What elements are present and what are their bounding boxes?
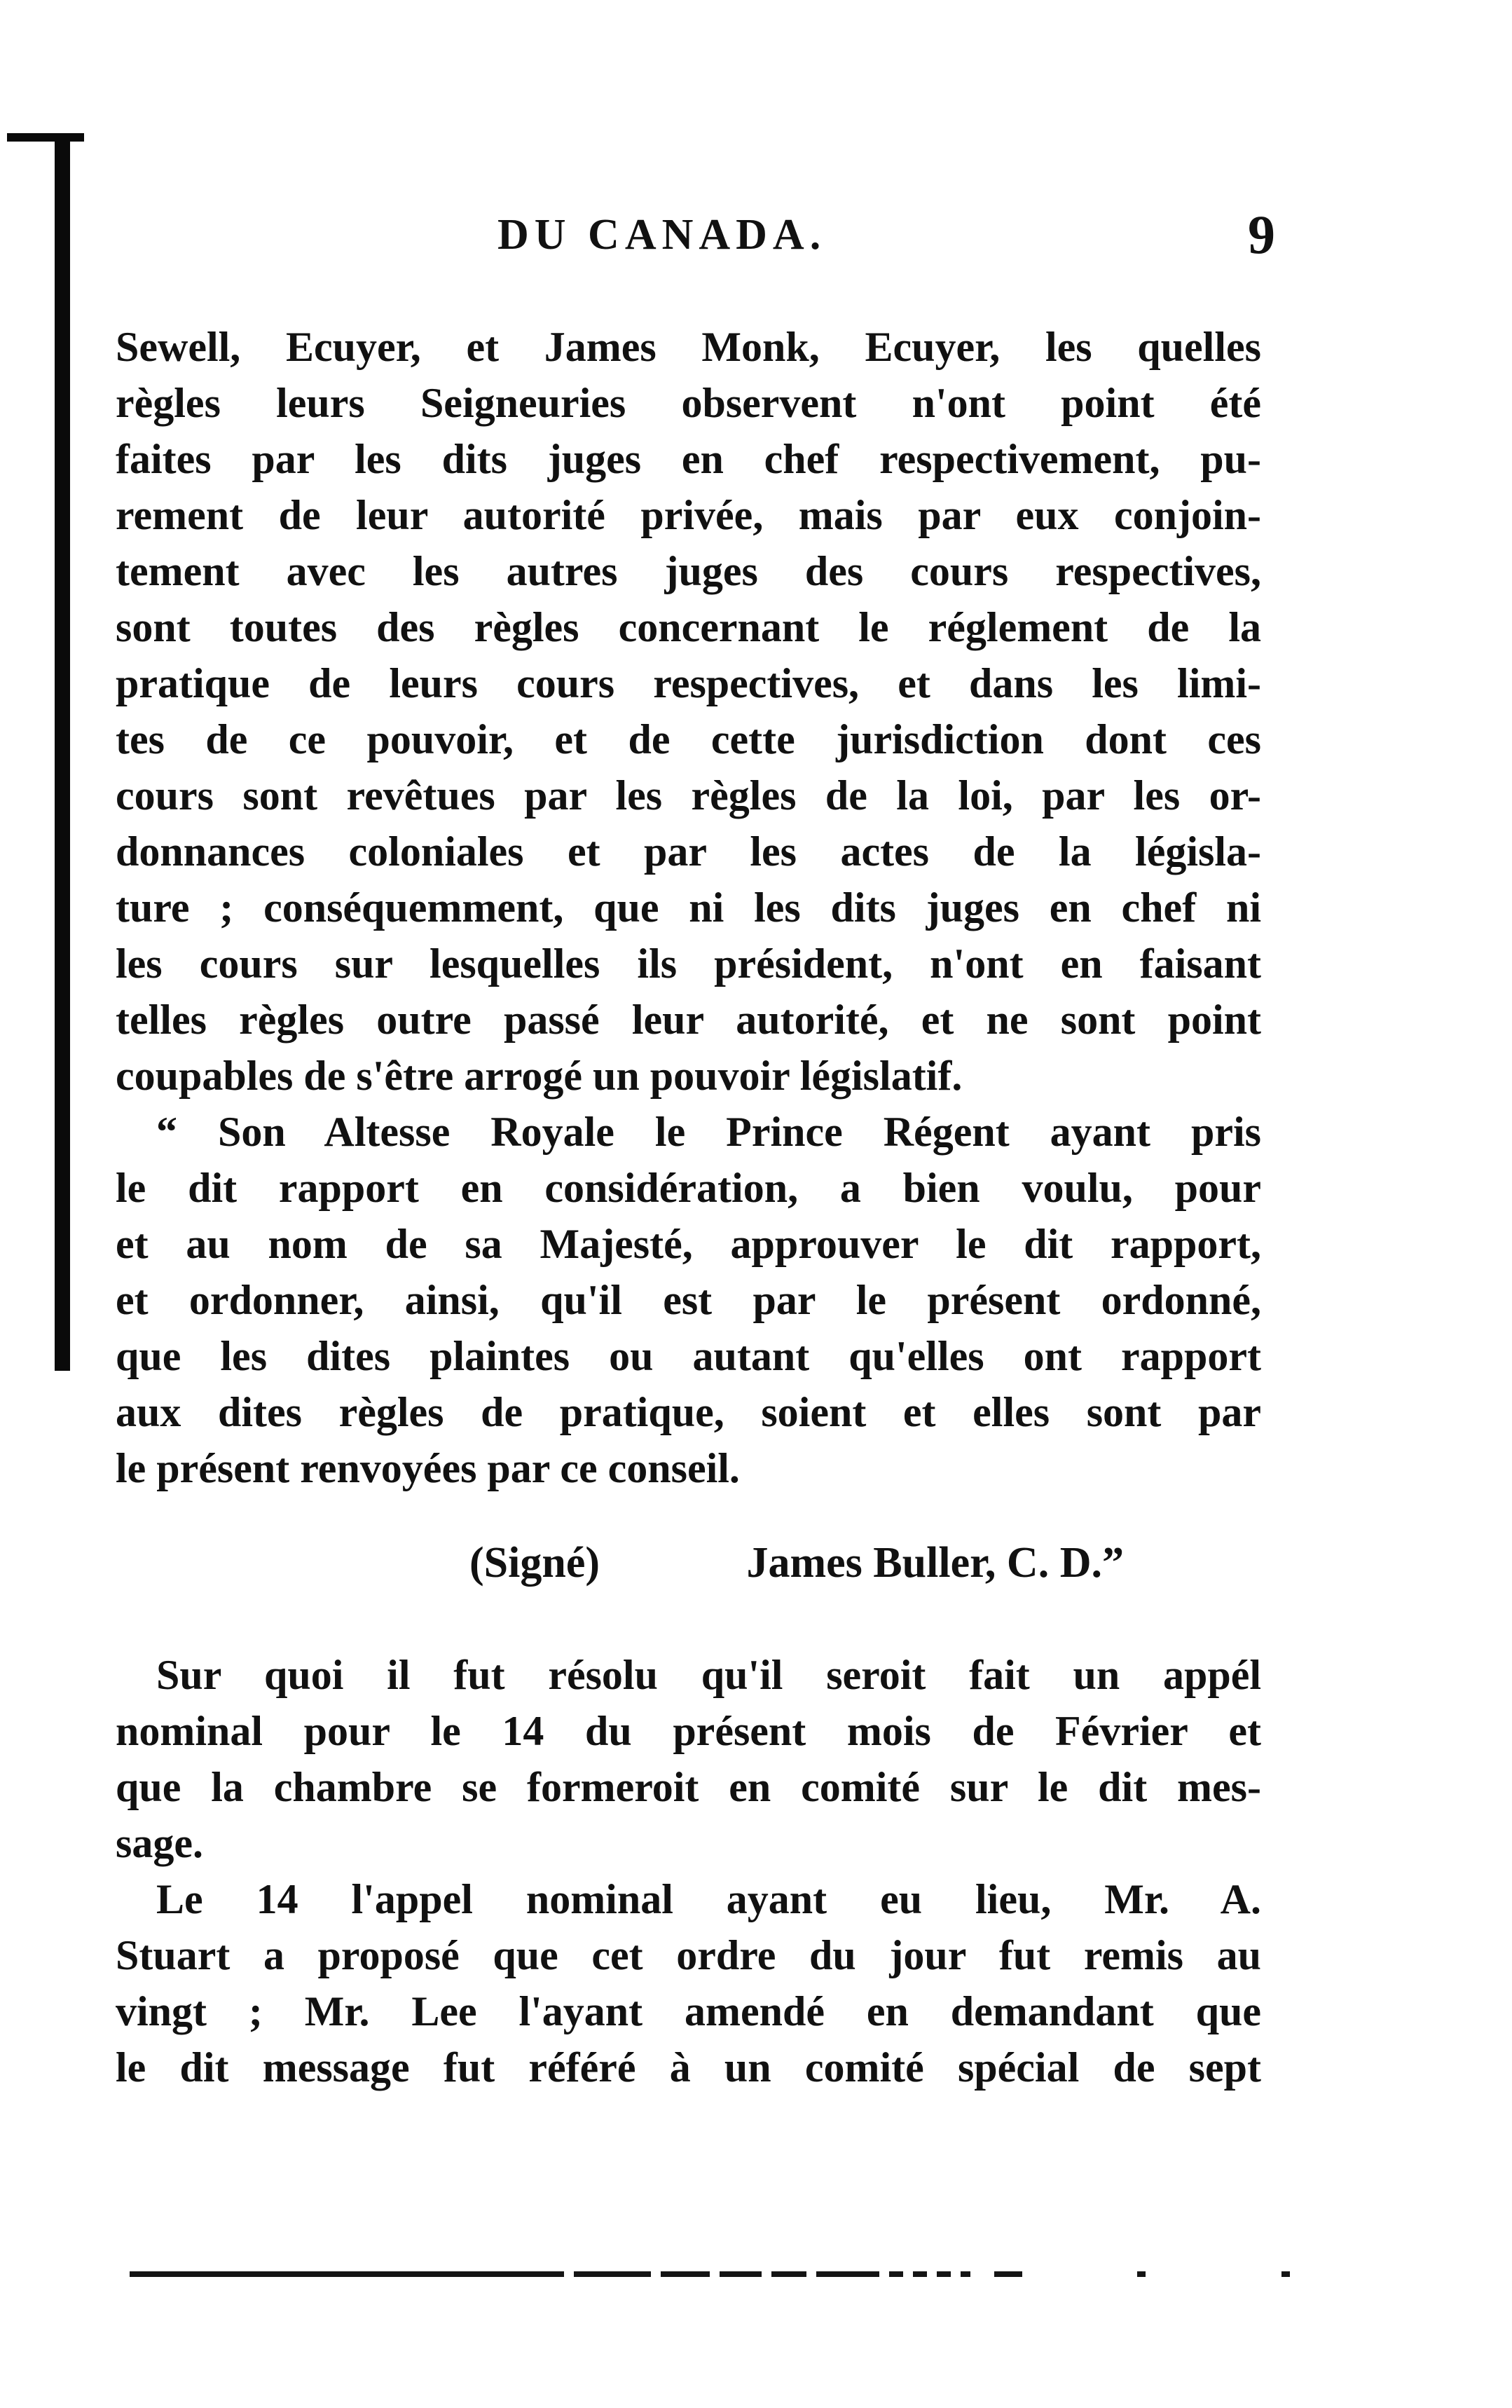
text-line: sont toutes des règles concernant le réglement de la — [116, 604, 1261, 650]
text-line: tement avec les autres juges des cours respectives, — [116, 548, 1261, 594]
text-line: cours sont revêtues par les règles de la loi, par les or- — [116, 772, 1261, 819]
text-line: le dit rapport en considération, a bien voulu, pour — [116, 1165, 1261, 1211]
text-line: Stuart a proposé que cet ordre du jour fut remis au — [116, 1932, 1261, 1978]
text-line: les cours sur lesquelles ils président, n'ont en faisant — [116, 940, 1261, 987]
text-line: “ Son Altesse Royale le Prince Régent ayant pris — [156, 1109, 1261, 1155]
text-line: faites par les dits juges en chef respectivement, pu- — [116, 436, 1261, 482]
text-line: le présent renvoyées par ce conseil. — [116, 1445, 740, 1491]
footer-rule — [130, 2271, 1290, 2278]
body-text-bottom — [116, 1647, 1261, 2095]
text-line: le dit message fut référé à un comité spécial de sept — [116, 2044, 1261, 2091]
text-line: Le 14 l'appel nominal ayant eu lieu, Mr. A. — [156, 1876, 1261, 1922]
signature-name: James Buller, C. D.” — [746, 1539, 1124, 1587]
text-line: règles leurs Seigneuries observent n'ont point été — [116, 380, 1261, 426]
signature-label: (Signé) — [469, 1539, 600, 1587]
text-line: Sur quoi il fut résolu qu'il seroit fait un appél — [156, 1652, 1261, 1698]
body-text-top — [116, 319, 1261, 1496]
text-line: nominal pour le 14 du présent mois de Février et — [116, 1708, 1261, 1754]
text-line: pratique de leurs cours respectives, et dans les limi- — [116, 660, 1261, 706]
paragraph-order — [116, 1104, 1261, 1496]
text-line: sage. — [116, 1820, 203, 1866]
text-line: et ordonner, ainsi, qu'il est par le présent ordonné, — [116, 1277, 1261, 1323]
text-line: telles règles outre passé leur autorité, et ne sont point — [116, 997, 1261, 1043]
margin-bar — [55, 137, 70, 1371]
text-line: donnances coloniales et par les actes de la législa- — [116, 828, 1261, 875]
text-line: aux dites règles de pratique, soient et elles sont par — [116, 1389, 1261, 1435]
paragraph-continuation — [116, 319, 1261, 1104]
text-line: que la chambre se formeroit en comité sur le dit mes- — [116, 1764, 1261, 1810]
text-line: ture ; conséquemment, que ni les dits juges en chef ni — [116, 884, 1261, 931]
text-line: coupables de s'être arrogé un pouvoir législatif. — [116, 1053, 963, 1099]
text-line: tes de ce pouvoir, et de cette jurisdiction dont ces — [116, 716, 1261, 762]
paragraph-nominal-call — [116, 1871, 1261, 2095]
paragraph-resolution — [116, 1647, 1261, 1871]
signature-line — [469, 1538, 1240, 1588]
text-line: rement de leur autorité privée, mais par eux conjoin- — [116, 492, 1261, 538]
text-line: et au nom de sa Majesté, approuver le dit rapport, — [116, 1221, 1261, 1267]
text-line: vingt ; Mr. Lee l'ayant amendé en demandant que — [116, 1988, 1261, 2034]
text-line: que les dites plaintes ou autant qu'elles ont rapport — [116, 1333, 1261, 1379]
page-header — [119, 203, 1275, 273]
margin-bar-cap — [7, 133, 84, 142]
page-number: 9 — [1248, 204, 1275, 265]
running-head: DU CANADA. — [497, 211, 827, 259]
text-line: Sewell, Ecuyer, et James Monk, Ecuyer, les quelles — [116, 324, 1261, 370]
